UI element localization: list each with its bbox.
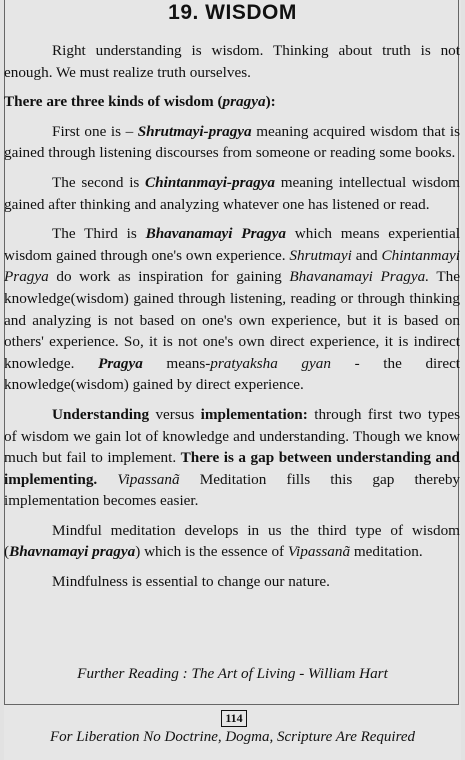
heading-lead: There are three kinds of wisdom ( [4, 93, 223, 111]
p7-mid: ) which is the essence of [135, 543, 288, 561]
p3-tail: meaning acquired wisdom that is gained through listening discourses from someone or reading some books. [4, 122, 460, 162]
p6-tail: Meditation fills this gap thereby implementation becomes easier. [4, 470, 461, 510]
p5-it1: Shrutmayi [289, 246, 352, 264]
p5-term: Bhavanamayi Pragya [145, 225, 287, 243]
p5-lead: The Third is [52, 225, 146, 243]
p6-b2: implementation: [200, 405, 308, 423]
chapter-title: 19. WISDOM [168, 1, 297, 24]
p7-lead: Mindful meditation develops in us the third type of wisdom ( [4, 521, 460, 561]
paragraph-4 [4, 172, 460, 215]
p6-mid1: versus [149, 405, 201, 423]
p6-mid2: through first two types of wisdom we gain lot of knowledge and understanding. Though we know much but fail to implement. [4, 405, 460, 467]
p4-term: Chintanmayi-pragya [145, 173, 276, 191]
chapter-body [4, 40, 460, 601]
heading-tail: ): [265, 93, 276, 111]
p4-tail: meaning intellectual wisdom gained after thinking and analyzing whatever one has listened or read. [4, 173, 460, 213]
p5-mid1: which means experiential wisdom gained through one's own experience. [4, 225, 460, 264]
paragraph-2-heading [4, 91, 460, 113]
page-number: 114 [221, 710, 247, 727]
p4-lead: The second is [52, 173, 146, 191]
p5-it2: Chintanmayi Pragya [4, 246, 460, 286]
paragraph-6 [4, 404, 460, 512]
footer-tagline: For Liberation No Doctrine, Dogma, Scripture Are Required [49, 729, 416, 745]
p6-b3: There is a gap between understanding and implementing. [4, 449, 460, 488]
p7-tail: meditation. [350, 543, 423, 561]
p6-mid3 [97, 471, 117, 488]
p6-b1: Understanding [52, 405, 150, 423]
p5-it3: Bhavanamayi Pragya. [289, 268, 430, 286]
further-reading: Further Reading : The Art of Living - William Hart [77, 665, 388, 682]
p5-mid3: do work as inspiration for gaining [48, 268, 290, 286]
paragraph-7 [4, 520, 460, 563]
p5-mid4: The knowledge(wisdom) gained through listening, reading or through thinking and analyzing is not based on one's own experience, but it is based on others' experience. So, it is not one's own direct experience, it is indirect knowledge. [4, 268, 461, 372]
p5-term2: Pragya [98, 354, 143, 372]
p5-mid5: means- [142, 354, 211, 372]
p6-it1: Vipassanã [117, 470, 180, 488]
p5-tail: - the direct knowledge(wisdom) gained by direct experience. [4, 354, 461, 394]
p5-mid2: and [351, 246, 382, 264]
p7-term: Bhavnamayi pragya [9, 543, 136, 561]
paragraph-3 [4, 121, 460, 164]
book-page [4, 0, 461, 760]
p3-lead: First one is – [52, 122, 138, 140]
paragraph-8: Mindfulness is essential to change our nature. [52, 573, 330, 591]
p5-it4: pratyaksha gyan [210, 354, 331, 372]
p7-it1: Vipassanã [287, 543, 351, 561]
paragraph-5 [4, 223, 460, 396]
heading-term: pragya [222, 93, 266, 111]
paragraph-1: Right understanding is wisdom. Thinking about truth is not enough. We must realize truth ourselves. [4, 42, 460, 81]
p3-term: Shrutmayi-pragya [137, 122, 252, 140]
